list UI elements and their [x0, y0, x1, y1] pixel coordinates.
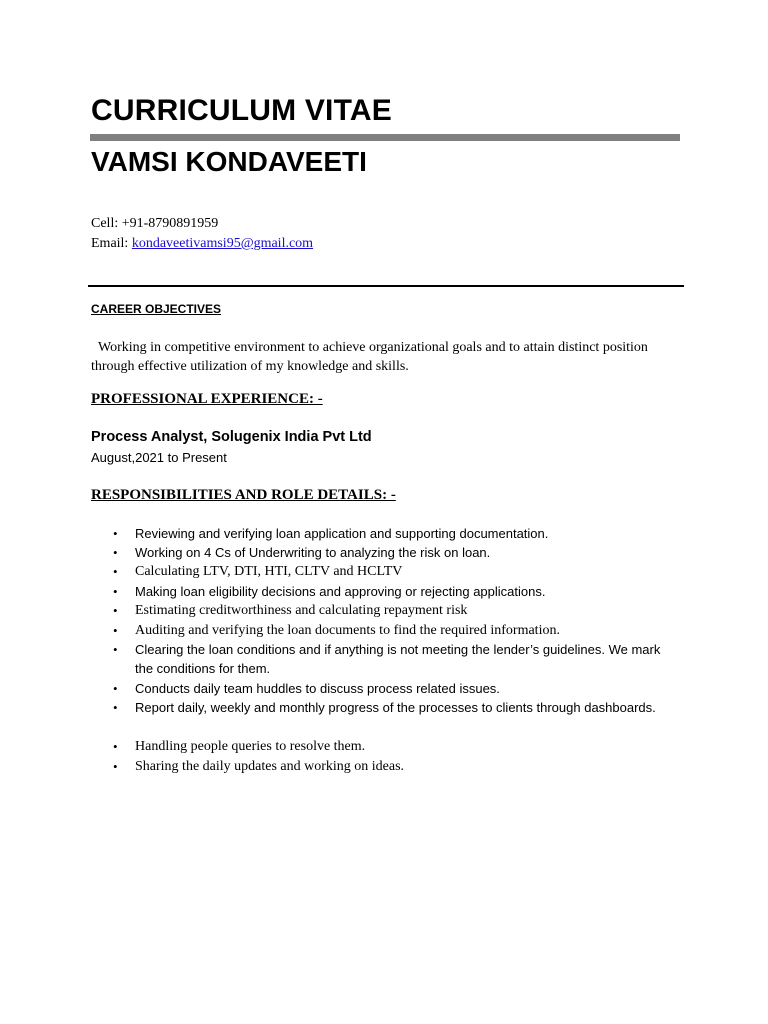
bullet-icon: • — [113, 642, 118, 657]
email-label: Email: — [91, 236, 132, 251]
candidate-name: VAMSI KONDAVEETI — [91, 146, 367, 177]
contact-email — [91, 236, 313, 252]
professional-experience-heading: PROFESSIONAL EXPERIENCE: - — [91, 391, 323, 407]
email-link[interactable]: kondaveetivamsi95@gmail.com — [131, 236, 314, 251]
list-item-text: Clearing the loan conditions and if anything is not meeting the lender’s guidelines. We mark the conditions for them. — [135, 642, 661, 676]
career-objectives-heading: CAREER OBJECTIVES — [91, 302, 222, 316]
list-item-text: Report daily, weekly and monthly progress of the processes to clients through dashboards. — [135, 700, 656, 715]
list-item-text: Sharing the daily updates and working on ideas. — [135, 759, 405, 774]
title-rule — [90, 134, 680, 141]
contact-cell — [91, 216, 218, 232]
bullet-icon: • — [113, 700, 118, 715]
list-item-text: Working on 4 Cs of Underwriting to analyzing the risk on loan. — [135, 545, 491, 560]
bullet-icon: • — [113, 584, 118, 599]
career-objective-text — [91, 338, 651, 376]
section-divider — [88, 285, 684, 287]
list-item-text: Estimating creditworthiness and calculating repayment risk — [135, 603, 468, 618]
bullet-icon: • — [113, 545, 118, 560]
bullet-icon: • — [113, 526, 118, 541]
cell-label: Cell: — [91, 216, 122, 231]
list-item-text: Calculating LTV, DTI, HTI, CLTV and HCLTV — [135, 564, 403, 579]
list-item-text: Conducts daily team huddles to discuss process related issues. — [135, 681, 500, 696]
bullet-icon: • — [113, 623, 118, 638]
document-title: CURRICULUM VITAE — [91, 94, 392, 127]
bullet-icon: • — [113, 681, 118, 696]
bullet-icon: • — [113, 739, 118, 754]
responsibilities-heading: RESPONSIBILITIES AND ROLE DETAILS: - — [91, 487, 396, 503]
objective-body: Working in competitive environment to achieve organizational goals and to attain distinct position through effective utilization of my knowledge and skills. — [91, 340, 648, 374]
list-item-text: Auditing and verifying the loan documents to find the required information. — [135, 623, 560, 638]
bullet-icon: • — [113, 564, 118, 579]
cell-number: +91-8790891959 — [121, 216, 219, 231]
list-item-text: Handling people queries to resolve them. — [135, 739, 366, 754]
bullet-icon: • — [113, 603, 118, 618]
bullet-icon: • — [113, 759, 118, 774]
list-item-text: Reviewing and verifying loan application and supporting documentation. — [135, 526, 549, 541]
job-title: Process Analyst, Solugenix India Pvt Ltd — [91, 429, 372, 445]
job-dates: August,2021 to Present — [91, 450, 227, 465]
list-item-text: Making loan eligibility decisions and approving or rejecting applications. — [135, 584, 546, 599]
